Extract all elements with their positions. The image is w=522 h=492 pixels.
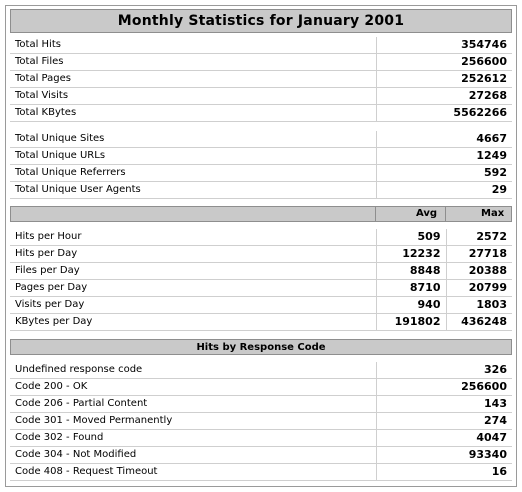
page-title: Monthly Statistics for January 2001: [10, 9, 512, 33]
row-label: Hits per Day: [10, 246, 376, 263]
table-row: [10, 54, 512, 71]
table-row: [10, 263, 512, 280]
totals-table: [10, 37, 512, 122]
table-row: [10, 88, 512, 105]
averages-table: [10, 229, 512, 331]
avg-column-header: Avg: [416, 208, 438, 219]
row-label: Code 408 - Request Timeout: [10, 464, 376, 481]
table-row: [10, 246, 512, 263]
row-label: Pages per Day: [10, 280, 376, 297]
row-value: 5562266: [376, 105, 512, 122]
row-label: Total Pages: [10, 71, 376, 88]
row-label: Total Unique Referrers: [10, 165, 376, 182]
row-value: 4667: [376, 131, 512, 148]
row-value: 252612: [376, 71, 512, 88]
row-label: Code 304 - Not Modified: [10, 447, 376, 464]
table-row: [10, 297, 512, 314]
row-value: 16: [376, 464, 512, 481]
row-label: Hits per Hour: [10, 229, 376, 246]
table-row: [10, 314, 512, 331]
row-value: 93340: [376, 447, 512, 464]
avg-value: 12232: [376, 246, 446, 263]
table-row: [10, 362, 512, 379]
row-value: 274: [376, 413, 512, 430]
avg-value: 191802: [376, 314, 446, 331]
avg-max-header: [10, 206, 512, 222]
row-label: Total Files: [10, 54, 376, 71]
max-value: 20799: [446, 280, 512, 297]
row-label: Total KBytes: [10, 105, 376, 122]
row-value: 143: [376, 396, 512, 413]
row-label: Total Unique URLs: [10, 148, 376, 165]
table-row: [10, 105, 512, 122]
max-value: 2572: [446, 229, 512, 246]
row-value: 1249: [376, 148, 512, 165]
table-row: [10, 131, 512, 148]
max-value: 27718: [446, 246, 512, 263]
row-label: Visits per Day: [10, 297, 376, 314]
table-row: [10, 182, 512, 199]
row-label: Files per Day: [10, 263, 376, 280]
max-value: 20388: [446, 263, 512, 280]
avg-value: 509: [376, 229, 446, 246]
uniques-table: [10, 131, 512, 199]
table-row: [10, 280, 512, 297]
max-column-header: Max: [481, 208, 505, 219]
row-label: Code 302 - Found: [10, 430, 376, 447]
row-value: 4047: [376, 430, 512, 447]
max-value: 436248: [446, 314, 512, 331]
table-row: [10, 413, 512, 430]
max-value: 1803: [446, 297, 512, 314]
row-label: Code 301 - Moved Permanently: [10, 413, 376, 430]
row-label: Total Hits: [10, 37, 376, 54]
row-value: 592: [376, 165, 512, 182]
table-row: [10, 165, 512, 182]
avg-value: 8710: [376, 280, 446, 297]
row-value: 256600: [376, 54, 512, 71]
table-row: [10, 447, 512, 464]
row-label: KBytes per Day: [10, 314, 376, 331]
row-label: Undefined response code: [10, 362, 376, 379]
row-value: 354746: [376, 37, 512, 54]
row-label: Code 200 - OK: [10, 379, 376, 396]
table-row: [10, 37, 512, 54]
row-label: Total Unique User Agents: [10, 182, 376, 199]
row-value: 326: [376, 362, 512, 379]
response-code-header: Hits by Response Code: [10, 339, 512, 355]
response-codes-table: [10, 362, 512, 481]
avg-value: 8848: [376, 263, 446, 280]
row-value: 27268: [376, 88, 512, 105]
table-row: [10, 430, 512, 447]
table-row: [10, 379, 512, 396]
row-label: Total Visits: [10, 88, 376, 105]
table-row: [10, 396, 512, 413]
table-row: [10, 148, 512, 165]
monthly-statistics-panel: [5, 5, 517, 487]
table-row: [10, 464, 512, 481]
row-label: Code 206 - Partial Content: [10, 396, 376, 413]
column-divider: [445, 207, 446, 221]
table-row: [10, 71, 512, 88]
avg-value: 940: [376, 297, 446, 314]
row-value: 29: [376, 182, 512, 199]
row-label: Total Unique Sites: [10, 131, 376, 148]
column-divider: [375, 207, 376, 221]
table-row: [10, 229, 512, 246]
row-value: 256600: [376, 379, 512, 396]
